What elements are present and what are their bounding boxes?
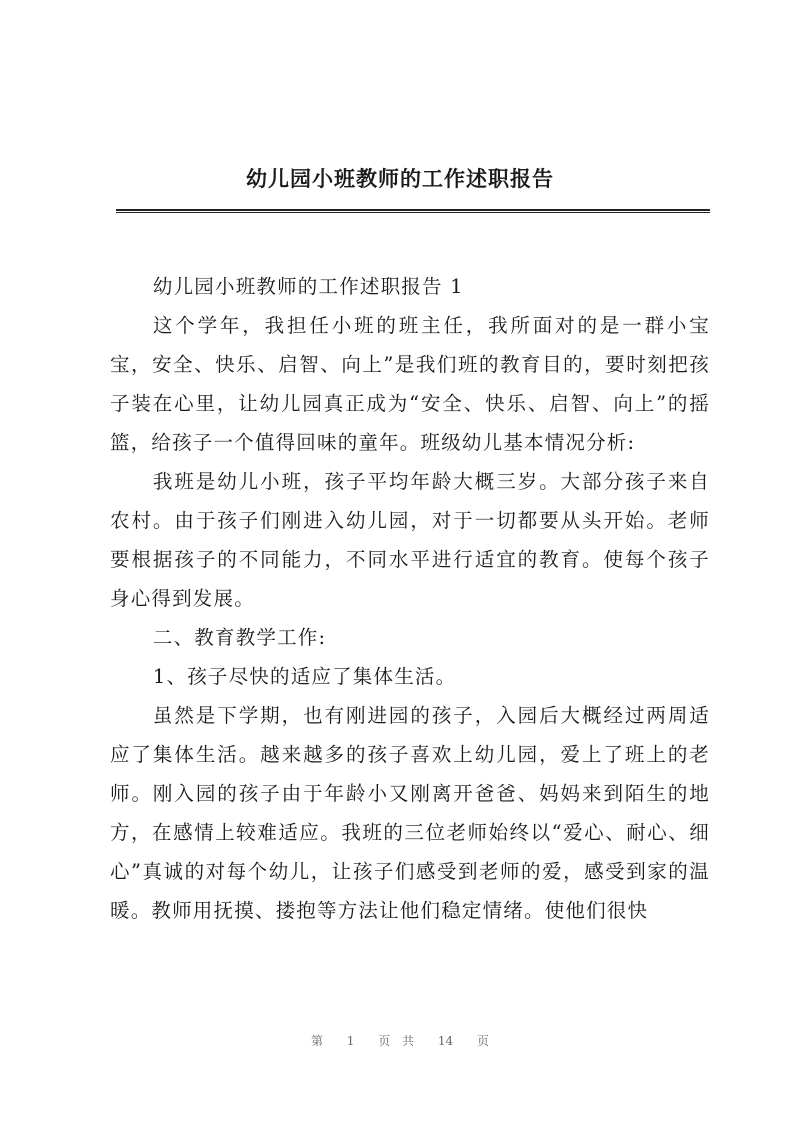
page-footer: [0, 1032, 800, 1049]
page-title: 幼儿园小班教师的工作述职报告: [246, 166, 554, 191]
section-subheading: 1、孩子尽快的适应了集体生活。: [152, 665, 457, 688]
footer-prefix: 第: [310, 1034, 323, 1048]
paragraph: 虽然是下学期，也有刚进园的孩子，入园后大概经过两周适应了集体生活。越来越多的孩子喜欢上幼儿园，爱上了班上的老师。刚入园的孩子由于年龄小又刚离开爸爸、妈妈来到陌生的地方，在感情上较难适应。我班的三位老师始终以“爱心、耐心、细心”真诚的对每个幼儿，让孩子们感受到老师的爱，感受到家的温暖。教师用抚摸、搂抱等方法让他们稳定情绪。使他们很快: [110, 704, 710, 922]
section-heading: 二、教育教学工作:: [152, 626, 327, 649]
document-body: [110, 267, 710, 930]
section-heading: 幼儿园小班教师的工作述职报告 1: [152, 275, 464, 298]
footer-middle: 页 共: [378, 1034, 415, 1048]
footer-page-number: 1: [346, 1034, 355, 1048]
footer-suffix: 页: [477, 1034, 490, 1048]
paragraph: 这个学年，我担任小班的班主任，我所面对的是一群小宝宝，安全、快乐、启智、向上”是我们班的教育目的，要时刻把孩子装在心里，让幼儿园真正成为“安全、快乐、启智、向上”的摇篮，给孩子一个值得回味的童年。班级幼儿基本情况分析:: [110, 314, 710, 454]
paragraph: 我班是幼儿小班，孩子平均年龄大概三岁。大部分孩子来自农村。由于孩子们刚进入幼儿园，对于一切都要从头开始。老师要根据孩子的不同能力，不同水平进行适宜的教育。使每个孩子身心得到发展。: [110, 470, 710, 610]
title-divider: [116, 209, 710, 211]
footer-total-pages: 14: [437, 1034, 454, 1048]
